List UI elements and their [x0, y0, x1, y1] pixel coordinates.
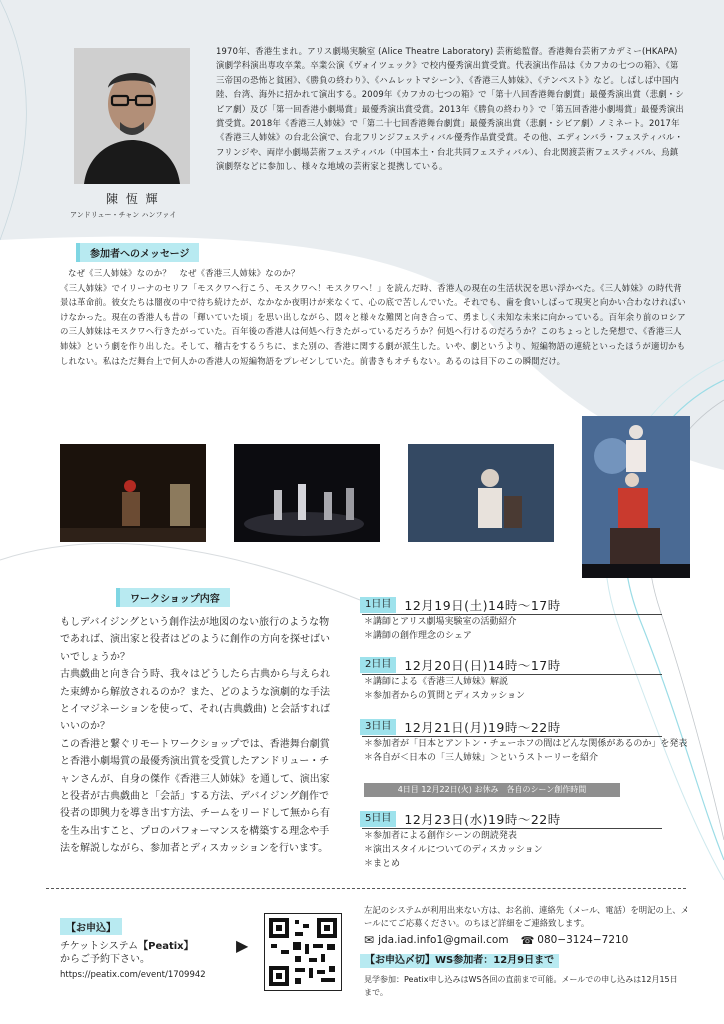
ticket-system-name: 【Peatix】: [138, 941, 194, 952]
message-body: [60, 266, 690, 368]
message-text: 《三人姉妹》でイリーナのセリフ「モスクワへ行こう、モスクワへ！モスクワへ！」を読んだ時、香港人の現在の生活状況を思い浮かべた。《三人姉妹》の時代背景は革命前。彼女たちは闇夜の中で待ち続けたが、なかなか夜明けが来なくて、心の底で苦しんでいた。それでも、歯を食いしばって現実と向かい合わなければいけなかった。現在の香港人も昔の「輝いていた頃」を思い出しながら、悶々と様々な難関と向き合って、勇ましく未知な未来に向かっている。百年余り前のロシアの三人姉妹はモスクワへ行きたがっていた。百年後の香港人は何処へ行きたがっているだろうか？何処へ行けるのだろうか？このちょっとした発想で、《香港三人姉妹》という劇を作り出した。そして、稽古をするうちに、また別の、香港に関する劇が派生した。いや、劇というより、短編物語の連続といったほうが適切かもしれない。私はただ舞台上で何人かの香港人の短編物語をプレゼンしていた。前書きもオチもない。あるのは目下のこの瞬間だけ。: [60, 282, 686, 366]
message-heading: 参加者へのメッセージ: [76, 243, 199, 262]
day-item: ＊参加者からの質問とディスカッション: [364, 691, 526, 701]
day-badge: 1日目: [360, 597, 396, 613]
day-date: 12月20日(日)14時～17時: [404, 658, 561, 673]
day-badge: 2日目: [360, 657, 396, 673]
day-item: ＊演出スタイルについてのディスカッション: [364, 845, 543, 855]
workshop-paragraph: もしデバイジングという創作法が地図のない旅行のような物であれば、演出家と役者はどのように創作の方向を探せばいいでしょうか？: [60, 617, 330, 663]
workshop-heading: ワークショップ内容: [116, 588, 230, 607]
day-date: 12月23日(水)19時～22時: [404, 812, 561, 827]
day-item: ＊講師とアリス劇場実験室の活動紹介: [364, 617, 517, 627]
apply-heading: 【お申込】: [60, 918, 122, 935]
day-item: ＊講師による《香港三人姉妹》解説: [364, 677, 509, 687]
mail-icon: ✉: [364, 933, 375, 947]
workshop-description: [60, 614, 332, 858]
qr-code[interactable]: [264, 913, 342, 991]
schedule-day-5: [360, 810, 690, 871]
contact-phone[interactable]: 080−3124−7210: [537, 934, 629, 946]
workshop-paragraph: 古典戯曲と向き合う時、我々はどうしたら古典から与えられた束縛から解放されるのか？また、どのような演劇的な手法とイマジネーションを使って、それ(古典戯曲) と会話すればいいのか？: [60, 669, 331, 733]
scene-photo-1: [60, 444, 206, 542]
scene-photo-3: [408, 444, 554, 542]
schedule-day-1: [360, 596, 690, 643]
day-item: ＊参加者による創作シーンの朗読発表: [364, 831, 517, 841]
workshop-paragraph: この香港と繋ぐリモートワークショップでは、香港舞台劇賞と香港小劇場賞の最優秀演出賞を受賞したアンドリュー・チャンさんが、自身の傑作《香港三人姉妹》を通して、演出家と役者が古典戯曲と「会話」する方法、デバイジング創作で役者の即興力を導き出す方法、チームをリードして無から有を生み出すこと、プロのパフォーマンスを構築する理念や手法を解説しながら、参加者とディスカッションを行います。: [60, 738, 330, 855]
section-divider: [46, 888, 686, 889]
day-item: ＊まとめ: [364, 859, 401, 869]
observer-note: 見学参加：Peatix申し込みはWS各回の直前まで可能。メールでの申し込みは12月15日まで。: [364, 975, 678, 997]
day-item: ＊各自が＜日本の「三人姉妹」＞というストーリーを紹介: [364, 753, 599, 763]
director-name-kana: アンドリュー・チャン ハンファイ: [70, 211, 177, 219]
schedule-day-2: [360, 656, 690, 703]
contact-email[interactable]: jda.iad.info1@gmail.com: [378, 934, 509, 946]
director-portrait: [74, 48, 190, 184]
rest-day-bar: 4日目 12月22日(火) お休み 各自のシーン創作時間: [364, 783, 620, 797]
apply-instructions: [60, 940, 194, 966]
day-item: ＊講師の創作理念のシェア: [364, 631, 472, 641]
day-badge: 3日目: [360, 719, 396, 735]
ticket-system-label: チケットシステム: [60, 941, 139, 952]
scene-photo-2: [234, 444, 380, 542]
phone-icon: ☎: [520, 933, 535, 947]
arrow-right-icon: ▶: [236, 936, 249, 955]
alternative-apply-info: 左記のシステムが利用出来ない方は、お名前、連絡先（メール、電話）を明記の上、メールにてご応募ください。のちほど詳細をご連絡致します。: [364, 905, 689, 928]
message-line1: なぜ《三人姉妹》なのか？ なぜ《香港三人姉妹》なのか？: [68, 268, 300, 278]
schedule-day-3: [360, 718, 690, 765]
peatix-url-link[interactable]: https://peatix.com/event/1709942: [60, 970, 206, 980]
day-date: 12月19日(土)14時～17時: [404, 598, 561, 613]
day-badge: 5日目: [360, 811, 396, 827]
director-bio: 1970年、香港生まれ。アリス劇場実験室 (Alice Theatre Laboratory) 芸術総監督。香港舞台芸術アカデミー(HKAPA)演劇学科演出専攻卒業。卒業公演《ヴォイツェック》で校内優秀演出賞受賞。代表演出作品は《カフカの七つの箱》、《第三帝国の恐怖と貧困》、《勝負の終わり》、《ハムレットマシーン》、《香港三人姉妹》、《テンペスト》など。しばしば中国内陸、台湾、海外に招かれて演出する。2009年《カフカの七つの箱》で「第十八回香港舞台劇賞」最優秀演出賞（悲劇・シビア劇）及び「第一回香港小劇場賞」最優秀演出賞受賞。2013年《勝負の終わり》で「第五回香港小劇場賞」最優秀演出賞受賞。2018年《香港三人姉妹》で「第二十七回香港舞台劇賞」最優秀演出賞（悲劇・シビア劇）ノミネート。2017年《香港三人姉妹》の台北公演で、台北フリンジフェスティバル優秀作品賞受賞。その他、エディンバラ・フェスティバル・フリンジや、両岸小劇場芸術フェスティバル（中国本土・台北共同フェスティバル）、台北関渡芸術フェスティバル、烏鎮演劇祭などに参加し、様々な地域の芸術家と提携している。: [216, 46, 685, 172]
day-item: ＊参加者が「日本とアントン・チェーホフの間はどんな関係があるのか」を発表: [364, 739, 688, 749]
deadline-label: 【お申込〆切】WS参加者：12月9日まで: [360, 954, 559, 968]
day-date: 12月21日(月)19時～22時: [404, 720, 561, 735]
apply-suffix: からご予約下さい。: [60, 954, 150, 965]
contact-row: [364, 933, 628, 947]
director-name: 陳 恆 輝: [106, 192, 160, 206]
scene-photo-4: [582, 416, 690, 578]
